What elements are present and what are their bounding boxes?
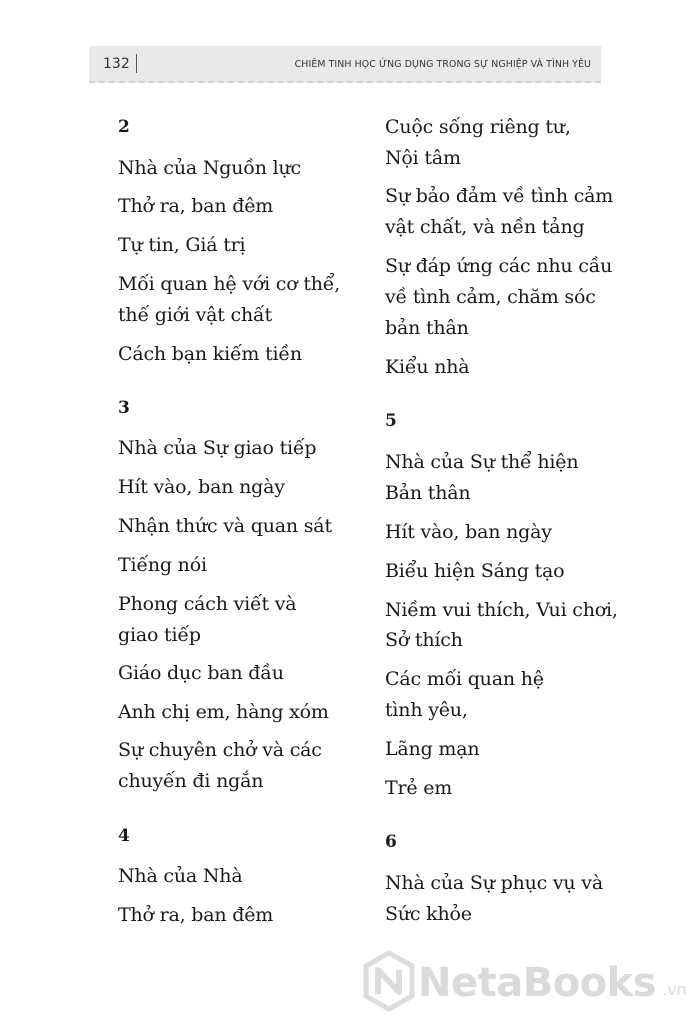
page-number: 132	[103, 56, 130, 72]
text-line: Biểu hiện Sáng tạo	[385, 560, 565, 582]
text-line: Tự tin, Giá trị	[118, 234, 246, 256]
text-line: Nhà của Sự giao tiếp	[118, 437, 317, 459]
text-line: vật chất, và nền tảng	[385, 216, 585, 238]
text-line: Tiếng nói	[118, 554, 207, 576]
netabooks-logo-icon	[362, 950, 416, 1012]
text-line: Thở ra, ban đêm	[118, 904, 274, 926]
running-title: CHIÊM TINH HỌC ỨNG DỤNG TRONG SỰ NGHIỆP VÀ TÌNH YÊU	[294, 59, 591, 70]
text-line: Hít vào, ban ngày	[118, 476, 285, 498]
text-line: chuyến đi ngắn	[118, 770, 264, 792]
house-number: 2	[118, 117, 130, 137]
text-line: giao tiếp	[118, 624, 201, 646]
running-header	[89, 46, 601, 83]
header-divider	[136, 54, 137, 73]
text-line: Nhà của Sự thể hiện	[385, 451, 579, 473]
text-line: Các mối quan hệ	[385, 668, 544, 690]
text-line: Sự bảo đảm về tình cảm	[385, 185, 614, 207]
watermark-suffix: .vn	[662, 980, 687, 999]
text-line: Cách bạn kiếm tiền	[118, 343, 302, 365]
text-line: Sự chuyên chở và các	[118, 739, 322, 761]
house-number: 5	[385, 411, 397, 431]
text-line: Nhận thức và quan sát	[118, 515, 332, 537]
text-line: Nội tâm	[385, 147, 461, 169]
text-line: Sở thích	[385, 629, 463, 651]
house-number: 4	[118, 826, 130, 846]
text-line: tình yêu,	[385, 699, 468, 721]
text-line: bản thân	[385, 317, 469, 339]
text-line: Lãng mạn	[385, 738, 480, 760]
text-line: Niềm vui thích, Vui chơi,	[385, 599, 618, 621]
house-number: 6	[385, 832, 397, 852]
text-line: Anh chị em, hàng xóm	[118, 701, 329, 723]
text-line: Nhà của Nguồn lực	[118, 157, 301, 179]
watermark-brand: NetaBooks	[418, 960, 657, 1006]
text-line: Kiểu nhà	[385, 356, 470, 378]
text-line: Thở ra, ban đêm	[118, 195, 274, 217]
text-line: Mối quan hệ với cơ thể,	[118, 273, 341, 295]
text-line: Cuộc sống riêng tư,	[385, 116, 571, 138]
text-line: Sức khỏe	[385, 903, 472, 925]
house-number: 3	[118, 398, 130, 418]
text-line: Trẻ em	[385, 777, 453, 799]
text-line: thế giới vật chất	[118, 304, 272, 326]
text-line: Bản thân	[385, 482, 471, 504]
text-line: về tình cảm, chăm sóc	[385, 286, 596, 308]
text-line: Nhà của Nhà	[118, 865, 243, 887]
text-line: Hít vào, ban ngày	[385, 521, 552, 543]
text-line: Nhà của Sự phục vụ và	[385, 872, 603, 894]
text-line: Giáo dục ban đầu	[118, 662, 284, 684]
text-line: Phong cách viết và	[118, 593, 297, 615]
text-line: Sự đáp ứng các nhu cầu	[385, 255, 613, 277]
watermark	[362, 950, 692, 1020]
